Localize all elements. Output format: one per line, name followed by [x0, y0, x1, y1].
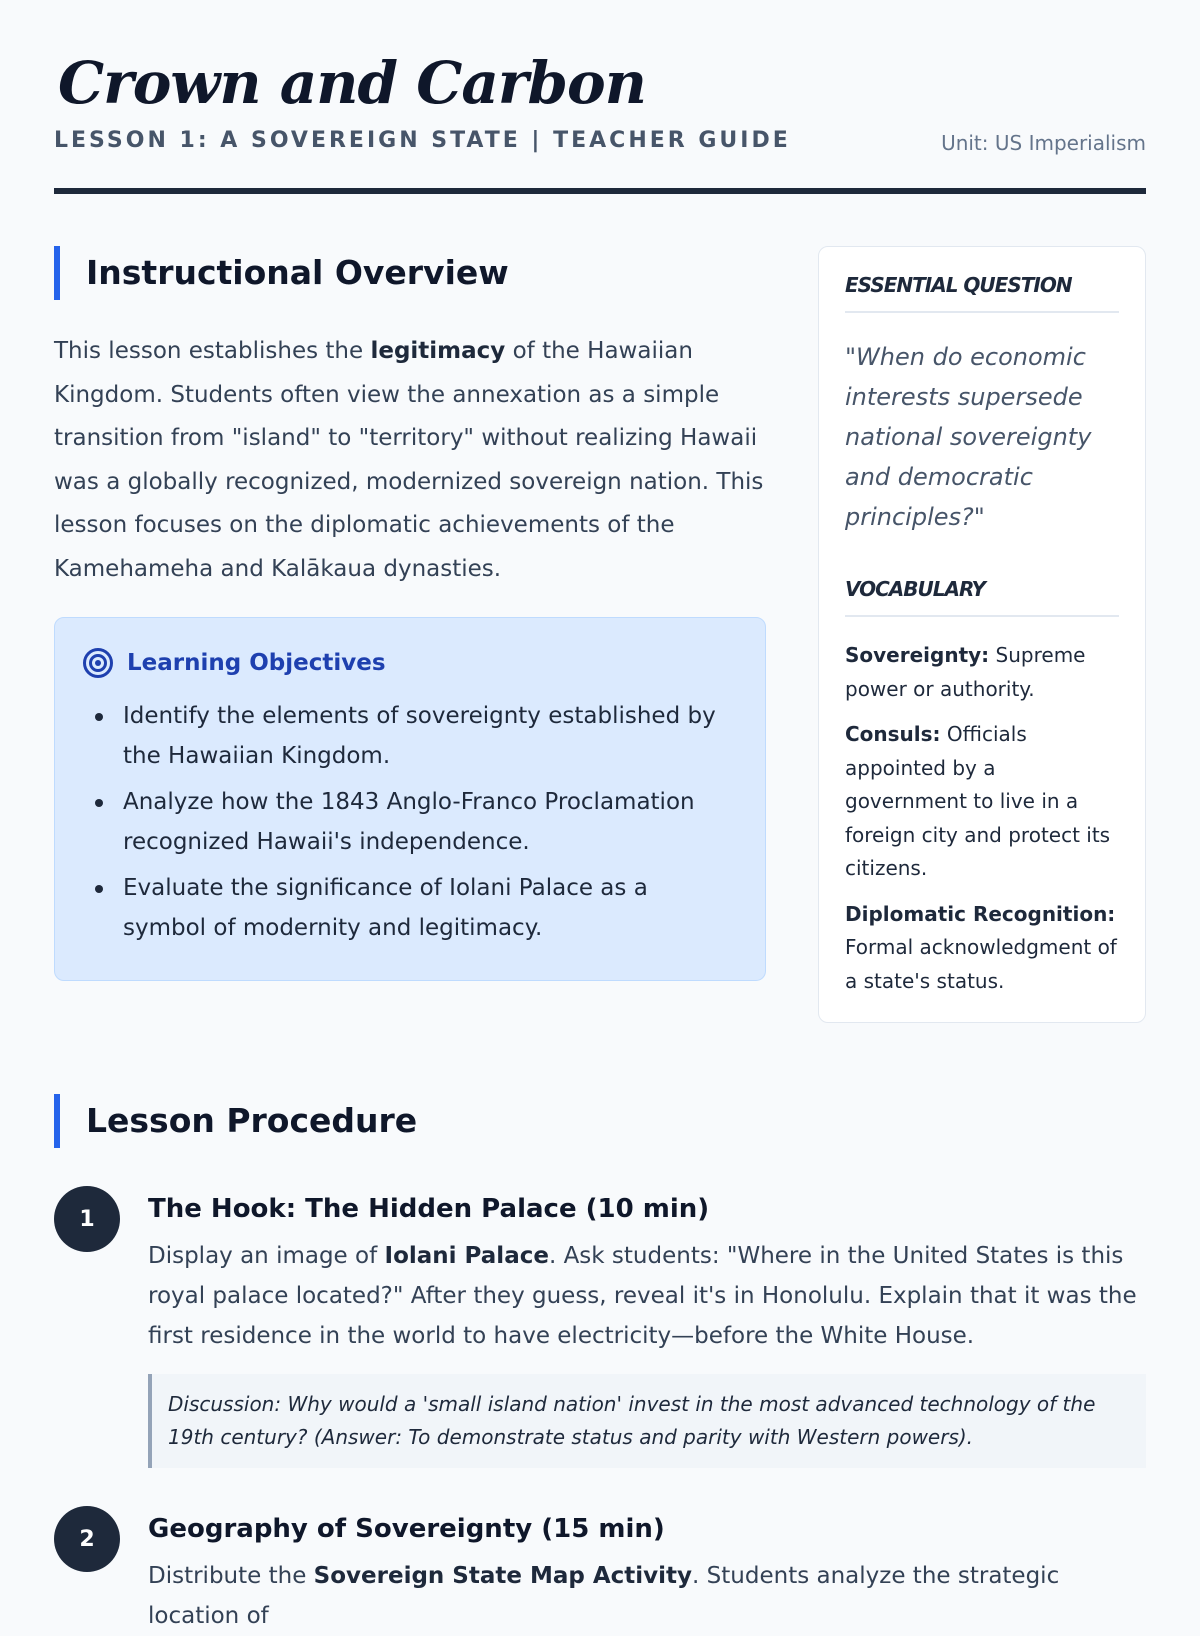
vocab-term: Consuls: [845, 722, 941, 746]
step-text-part: . Ask students: "Where in the United States is this royal palace located?" After they guess, reveal it's in Honolulu. Explain that it was the first residence in the world to have electricity—before the White House. [148, 1243, 1137, 1349]
step-title: The Hook: The Hidden Palace (10 min) [148, 1194, 710, 1224]
header [54, 0, 1146, 194]
procedure-step [54, 1186, 1146, 1468]
essential-question-text: "When do economic interests supersede national sovereignty and democratic principles?" [845, 343, 1092, 531]
vocab-term: Diplomatic Recognition: [845, 901, 1116, 926]
step-number-badge: 2 [54, 1506, 120, 1572]
page-title: Crown and Carbon [58, 49, 646, 117]
lesson-procedure [54, 1094, 1146, 1636]
vocab-item [845, 639, 1119, 706]
procedure-step [54, 1506, 1146, 1636]
objectives-title: Learning Objectives [127, 650, 386, 676]
top-area [54, 194, 1146, 1054]
page-subtitle: LESSON 1: A SOVEREIGN STATE | TEACHER GUIDE [54, 128, 791, 153]
step-text-part: . Students analyze the strategic location of [148, 1563, 1060, 1629]
vocab-item [845, 718, 1119, 886]
list-item: Analyze how the 1843 Anglo-Franco Proclamation recognized Hawaii's independence. [83, 782, 737, 862]
vocabulary-label-text: VOCABULARY [845, 577, 986, 601]
target-icon [83, 648, 113, 678]
vocab-definition: Supreme power or authority. [845, 643, 1086, 701]
learning-objectives-box [54, 617, 766, 981]
essential-question-label [845, 273, 1119, 313]
unit-label: Unit: US Imperialism [941, 131, 1146, 155]
step-text-part: Distribute the [148, 1563, 314, 1589]
overview-text [54, 330, 766, 591]
discussion-callout: Discussion: Why would a 'small island nation' invest in the most advanced technology of the 19th century? (Answer: To demonstrate status and parity with Western powers). [148, 1374, 1146, 1468]
vocabulary-label [845, 577, 1119, 617]
step-title: Geography of Sovereignty (15 min) [148, 1514, 665, 1544]
vocab-definition: Officials appointed by a government to live in a foreign city and protect its citizens. [845, 722, 1111, 880]
step-bold-term: Sovereign State Map Activity [313, 1563, 693, 1589]
overview-text-part: of the Hawaiian Kingdom. Students often view the annexation as a simple transition from "island" to "territory" without realizing Hawaii was a globally recognized, modernized sovereign nation. This lesson focuses on the diplomatic achievements of the Kamehameha and Kalākaua dynasties. [54, 338, 764, 582]
overview-heading: Instructional Overview [54, 246, 766, 300]
vocab-item [845, 898, 1119, 999]
vocab-term: Sovereignty: [845, 643, 990, 667]
step-text [148, 1556, 1146, 1636]
essential-question-label-text: ESSENTIAL QUESTION [845, 273, 1072, 297]
step-text-part: Display an image of [148, 1243, 385, 1269]
list-item: Identify the elements of sovereignty established by the Hawaiian Kingdom. [83, 696, 737, 776]
sidebar-card [818, 246, 1146, 1023]
overview-text-part: This lesson establishes the [54, 338, 371, 364]
objectives-header [83, 648, 737, 678]
procedure-heading: Lesson Procedure [54, 1094, 1146, 1148]
step-number-badge: 1 [54, 1186, 120, 1252]
overview-column [54, 246, 766, 981]
list-item: Evaluate the significance of Iolani Palace as a symbol of modernity and legitimacy. [83, 868, 737, 948]
overview-bold-term: legitimacy [370, 338, 506, 364]
step-bold-term: Iolani Palace [384, 1243, 549, 1269]
vocab-definition: Formal acknowledgment of a state's status. [845, 935, 1117, 993]
objectives-list [83, 696, 737, 948]
step-text [148, 1236, 1146, 1356]
